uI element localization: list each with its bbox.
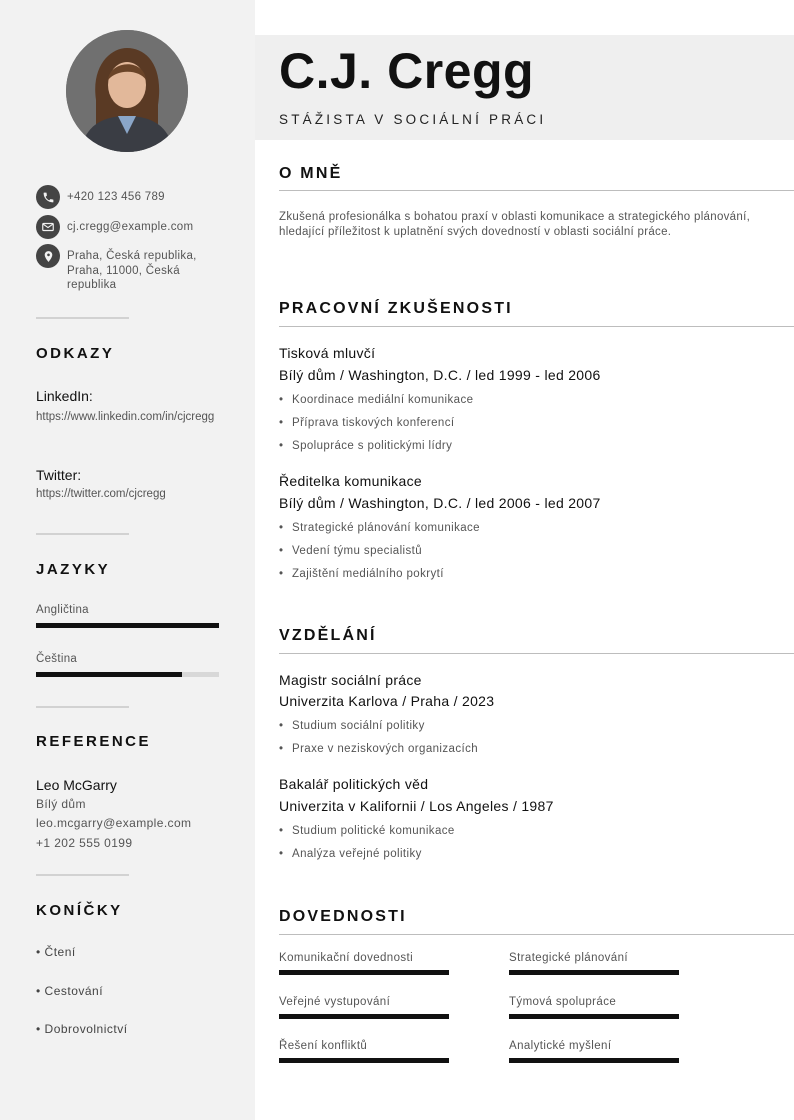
job-place: Bílý dům / Washington, D.C. / led 1999 - led 2006	[279, 367, 601, 383]
candidate-name: C.J. Cregg	[279, 43, 535, 99]
avatar-icon	[66, 30, 188, 152]
skill-level-bar	[279, 1014, 449, 1019]
reference-heading: REFERENCE	[36, 733, 152, 750]
list-item: • Koordinace mediální komunikace	[279, 392, 759, 415]
degree-title: Bakalář politických věd	[279, 776, 429, 792]
language-level-bar	[36, 623, 219, 628]
mail-icon	[36, 215, 60, 239]
hobby-item: • Dobrovolnictví	[36, 1022, 128, 1036]
language-level-fill	[36, 672, 182, 677]
about-heading: O MNĚ	[279, 165, 343, 182]
degree-bullets	[279, 823, 759, 869]
language-label: Angličtina	[36, 604, 89, 616]
list-item: • Studium sociální politiky	[279, 718, 759, 741]
skill-level-bar	[279, 970, 449, 975]
list-item: • Vedení týmu specialistů	[279, 543, 759, 566]
contact-phone	[36, 185, 226, 209]
list-item: • Spolupráce s politickými lídry	[279, 438, 759, 461]
list-item: • Analýza veřejné politiky	[279, 846, 759, 869]
twitter-label: Twitter:	[36, 467, 82, 483]
hobbies-heading: KONÍČKY	[36, 902, 123, 919]
languages-heading: JAZYKY	[36, 561, 111, 578]
about-text: Zkušená profesionálka s bohatou praxí v oblasti komunikace a strategického plánování, hledající příležitost k uplatnění svých dovedností v oblasti sociální práce.	[279, 211, 751, 238]
reference-phone: +1 202 555 0199	[36, 836, 133, 850]
profile-photo	[66, 30, 188, 152]
list-item: • Příprava tiskových konferencí	[279, 415, 759, 438]
skill-label: Týmová spolupráce	[509, 996, 617, 1008]
skill-label: Veřejné vystupování	[279, 996, 391, 1008]
reference-name: Leo McGarry	[36, 777, 117, 793]
address-text: Praha, Česká republika, Praha, 11000, Česká republika	[67, 250, 197, 291]
skill-level-bar	[279, 1058, 449, 1063]
email-text[interactable]: cj.cregg@example.com	[67, 221, 194, 233]
contact-address	[36, 244, 226, 293]
sidebar-divider	[36, 533, 129, 535]
skill-level-fill	[279, 1014, 449, 1019]
contact-email	[36, 215, 226, 239]
sidebar-divider	[36, 317, 129, 319]
phone-text: +420 123 456 789	[67, 191, 165, 203]
job-bullets	[279, 392, 759, 461]
list-item: • Praxe v neziskových organizacích	[279, 741, 759, 764]
hobby-item: • Čtení	[36, 945, 76, 959]
job-role: Ředitelka komunikace	[279, 473, 422, 489]
skill-level-fill	[279, 1058, 449, 1063]
section-divider	[279, 190, 794, 191]
language-label: Čeština	[36, 653, 78, 665]
skill-level-bar	[509, 1058, 679, 1063]
skill-level-bar	[509, 1014, 679, 1019]
list-item: • Studium politické komunikace	[279, 823, 759, 846]
skill-level-fill	[279, 970, 449, 975]
linkedin-link[interactable]: https://www.linkedin.com/in/cjcregg	[36, 411, 215, 423]
reference-email[interactable]: leo.mcgarry@example.com	[36, 816, 192, 830]
job-place: Bílý dům / Washington, D.C. / led 2006 - led 2007	[279, 495, 601, 511]
degree-title: Magistr sociální práce	[279, 672, 422, 688]
links-heading: ODKAZY	[36, 345, 115, 362]
experience-heading: PRACOVNÍ ZKUŠENOSTI	[279, 300, 513, 317]
hobby-item: • Cestování	[36, 984, 104, 998]
list-item: • Zajištění mediálního pokrytí	[279, 566, 759, 589]
skill-level-fill	[509, 970, 679, 975]
language-level-fill	[36, 623, 219, 628]
job-bullets	[279, 520, 759, 589]
phone-icon	[36, 185, 60, 209]
language-level-bar	[36, 672, 219, 677]
skill-label: Řešení konfliktů	[279, 1040, 368, 1052]
degree-bullets	[279, 718, 759, 764]
section-divider	[279, 934, 794, 935]
skill-level-fill	[509, 1058, 679, 1063]
location-pin-icon	[36, 244, 60, 268]
sidebar-divider	[36, 706, 129, 708]
reference-org: Bílý dům	[36, 797, 86, 811]
sidebar-divider	[36, 874, 129, 876]
list-item: • Strategické plánování komunikace	[279, 520, 759, 543]
section-divider	[279, 653, 794, 654]
education-heading: VZDĚLÁNÍ	[279, 627, 377, 644]
skill-level-bar	[509, 970, 679, 975]
skill-label: Strategické plánování	[509, 952, 628, 964]
job-role: Tisková mluvčí	[279, 345, 376, 361]
skills-heading: DOVEDNOSTI	[279, 908, 407, 925]
linkedin-label: LinkedIn:	[36, 388, 93, 404]
skill-label: Komunikační dovednosti	[279, 952, 414, 964]
skill-label: Analytické myšlení	[509, 1040, 612, 1052]
section-divider	[279, 326, 794, 327]
degree-place: Univerzita Karlova / Praha / 2023	[279, 693, 495, 709]
degree-place: Univerzita v Kalifornii / Los Angeles / 1987	[279, 798, 554, 814]
job-title: STÁŽISTA V SOCIÁLNÍ PRÁCI	[279, 112, 547, 127]
skill-level-fill	[509, 1014, 679, 1019]
twitter-link[interactable]: https://twitter.com/cjcregg	[36, 488, 166, 500]
